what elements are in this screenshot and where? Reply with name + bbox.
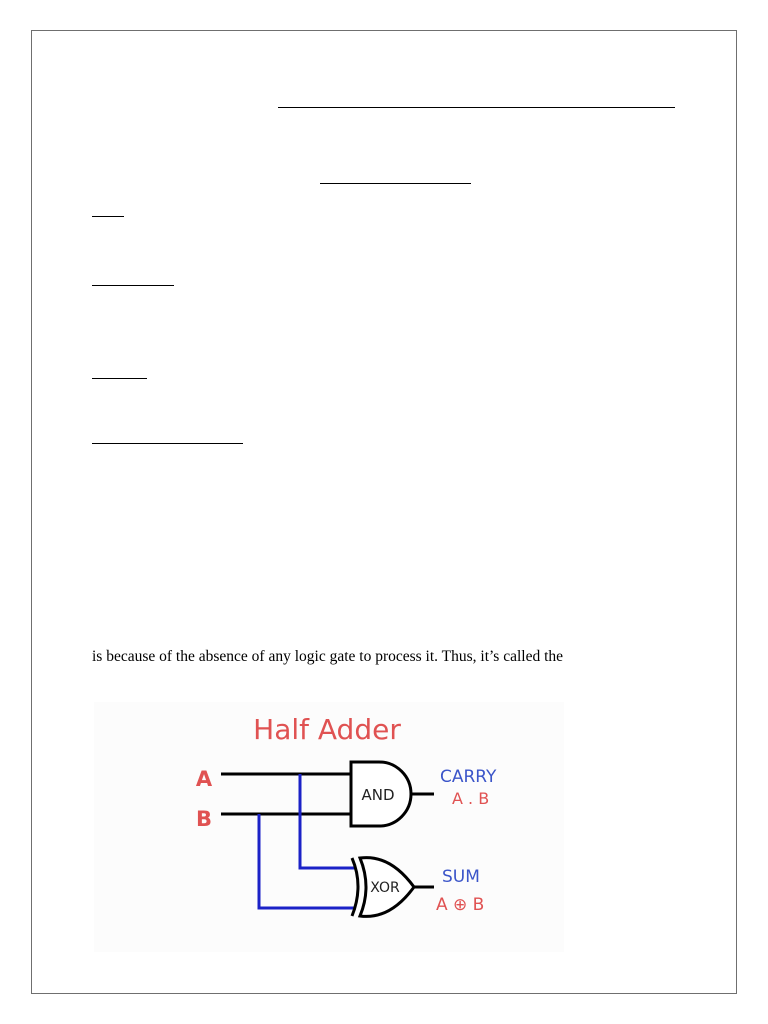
sum-expression: A ⊕ B [436, 895, 485, 915]
body-paragraph: is because of the absence of any logic gate to process it. Thus, it’s called the [92, 648, 564, 665]
heading-underline-section [320, 183, 471, 184]
wire-b-branch [259, 814, 356, 908]
diagram-title: Half Adder [253, 713, 401, 746]
half-adder-diagram [94, 702, 564, 952]
subheading-underline-3 [92, 378, 147, 379]
and-gate-label: AND [361, 786, 395, 804]
input-a-label: A [195, 767, 213, 791]
subheading-underline-4 [92, 443, 243, 444]
heading-underline-main [278, 107, 675, 108]
xor-gate-label: XOR [370, 880, 400, 896]
subheading-underline-2 [92, 285, 174, 286]
carry-expression: A . B [452, 789, 490, 808]
wire-a-branch [300, 774, 356, 868]
half-adder-svg [94, 702, 564, 952]
sum-label: SUM [442, 867, 480, 887]
carry-label: CARRY [440, 767, 497, 787]
subheading-underline-1 [92, 216, 124, 217]
input-b-label: B [195, 807, 213, 831]
